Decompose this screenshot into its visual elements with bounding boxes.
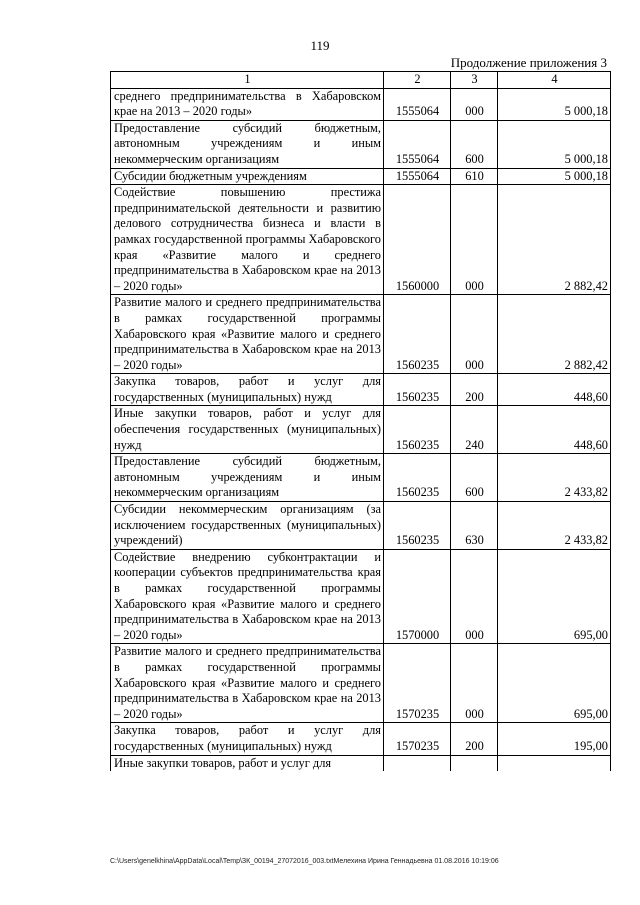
row-sum: 2 882,42: [498, 295, 611, 374]
table-row: [111, 88, 611, 120]
row-code: [384, 755, 451, 771]
row-type: 240: [451, 406, 498, 454]
row-code: 1555064: [384, 88, 451, 120]
table-row: [111, 644, 611, 723]
row-type: 000: [451, 88, 498, 120]
row-sum: 695,00: [498, 549, 611, 644]
row-name: Развитие малого и среднего предпринимательства в рамках государственной программы Хабаровского края «Развитие малого и среднего предпринимательства в Хабаровском крае на 2013 – 2020 годы»: [111, 295, 384, 374]
column-header-code: 2: [384, 72, 451, 89]
row-sum: 2 433,82: [498, 502, 611, 550]
budget-table: [110, 71, 611, 771]
row-type: 200: [451, 723, 498, 755]
row-code: 1560235: [384, 406, 451, 454]
row-sum: 2 882,42: [498, 185, 611, 295]
row-name: Субсидии бюджетным учреждениям: [111, 168, 384, 185]
row-code: 1560235: [384, 374, 451, 406]
table-row: [111, 374, 611, 406]
row-code: 1570235: [384, 644, 451, 723]
row-name: Субсидии некоммерческим организациям (за исключением государственных (муниципальных) учреждений): [111, 502, 384, 550]
table-row: [111, 549, 611, 644]
row-sum: 695,00: [498, 644, 611, 723]
table-row: [111, 185, 611, 295]
row-name: Иные закупки товаров, работ и услуг для: [111, 755, 384, 771]
row-code: 1570235: [384, 723, 451, 755]
row-type: 600: [451, 120, 498, 168]
column-header-sum: 4: [498, 72, 611, 89]
table-row: [111, 406, 611, 454]
row-type: 000: [451, 549, 498, 644]
row-name: Закупка товаров, работ и услуг для государственных (муниципальных) нужд: [111, 723, 384, 755]
row-type: 630: [451, 502, 498, 550]
table-row: [111, 502, 611, 550]
row-sum: 448,60: [498, 374, 611, 406]
row-type: 000: [451, 185, 498, 295]
row-name: Развитие малого и среднего предпринимательства в рамках государственной программы Хабаровского края «Развитие малого и среднего предпринимательства в Хабаровском крае на 2013 – 2020 годы»: [111, 644, 384, 723]
table-header-row: [111, 72, 611, 89]
table-row: [111, 295, 611, 374]
table-row: [111, 454, 611, 502]
row-code: 1560000: [384, 185, 451, 295]
continuation-caption: Продолжение приложения 3: [450, 55, 607, 70]
row-code: 1570000: [384, 549, 451, 644]
row-code: 1560235: [384, 295, 451, 374]
row-type: 610: [451, 168, 498, 185]
row-code: 1560235: [384, 454, 451, 502]
table-row: [111, 120, 611, 168]
row-name: Иные закупки товаров, работ и услуг для обеспечения государственных (муниципальных) нужд: [111, 406, 384, 454]
row-name: Содействие повышению престижа предпринимательской деятельности и развитию делового сотрудничества бизнеса и власти в рамках государственной программы Хабаровского края «Развитие малого и среднего предпринимательства в Хабаровском крае на 2013 – 2020 годы»: [111, 185, 384, 295]
row-code: 1560235: [384, 502, 451, 550]
row-sum: 195,00: [498, 723, 611, 755]
column-header-type: 3: [451, 72, 498, 89]
row-type: [451, 755, 498, 771]
row-sum: 5 000,18: [498, 88, 611, 120]
row-name: Закупка товаров, работ и услуг для государственных (муниципальных) нужд: [111, 374, 384, 406]
row-sum: [498, 755, 611, 771]
row-sum: 5 000,18: [498, 168, 611, 185]
row-code: 1555064: [384, 168, 451, 185]
row-sum: 448,60: [498, 406, 611, 454]
row-type: 000: [451, 644, 498, 723]
row-sum: 2 433,82: [498, 454, 611, 502]
row-type: 600: [451, 454, 498, 502]
footer-file-path: C:\Users\genelkhina\AppData\Local\Temp\ЗК_00194_27072016_003.txtМелехина Ирина Геннадьевна 01.08.2016 10:19:06: [110, 858, 499, 865]
table-row: [111, 755, 611, 771]
column-header-name: 1: [111, 72, 384, 89]
row-name: Предоставление субсидий бюджетным, автономным учреждениям и иным некоммерческим организациям: [111, 454, 384, 502]
row-code: 1555064: [384, 120, 451, 168]
table-row: [111, 723, 611, 755]
row-name: Предоставление субсидий бюджетным, автономным учреждениям и иным некоммерческим организациям: [111, 120, 384, 168]
row-type: 000: [451, 295, 498, 374]
row-sum: 5 000,18: [498, 120, 611, 168]
row-type: 200: [451, 374, 498, 406]
row-name: среднего предпринимательства в Хабаровском крае на 2013 – 2020 годы»: [111, 88, 384, 120]
row-name: Содействие внедрению субконтрактации и кооперации субъектов предпринимательства края в рамках государственной программы Хабаровского края «Развитие малого и среднего предпринимательства в Хабаровском крае на 2013 – 2020 годы»: [111, 549, 384, 644]
table-row: [111, 168, 611, 185]
page-number: 119: [310, 38, 330, 53]
